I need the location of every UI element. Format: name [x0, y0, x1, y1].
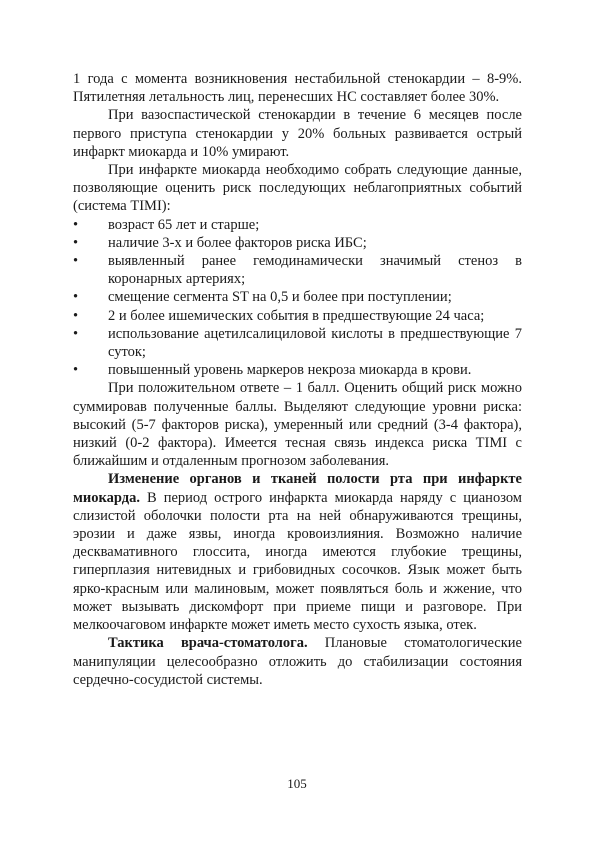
- list-item: [73, 216, 522, 234]
- bullet-icon: •: [73, 253, 79, 270]
- list-item: [73, 234, 522, 252]
- page-number: 105: [287, 776, 307, 791]
- paragraph-timi-intro: При инфаркте миокарда необходимо собрать следующие данные, позволяющие оценить риск последующих неблагоприятных событий (система TIMI):: [73, 162, 522, 215]
- list-item-text: смещение сегмента ST на 0,5 и более при поступлении;: [108, 289, 452, 306]
- bullet-icon: •: [73, 216, 79, 233]
- section-dentist-tactics: [73, 634, 522, 689]
- list-item: [73, 307, 522, 325]
- bullet-icon: •: [73, 362, 79, 379]
- section-body: Плановые стоматологические манипуляции целесообразно отложить до стабилизации состояния сердечно-сосудистой системы.: [73, 635, 522, 688]
- list-item-text: наличие 3-х и более факторов риска ИБС;: [108, 234, 367, 251]
- list-item-text: выявленный ранее гемодинамически значимый стеноз в коронарных артериях;: [108, 253, 522, 288]
- timi-risk-factors-list: [73, 216, 522, 380]
- body-text: [73, 70, 522, 689]
- list-item: [73, 252, 522, 288]
- list-item-text: возраст 65 лет и старше;: [108, 216, 260, 233]
- bullet-icon: •: [73, 307, 79, 324]
- list-item: [73, 288, 522, 306]
- section-heading: Тактика врача-стоматолога.: [108, 635, 308, 652]
- bullet-icon: •: [73, 325, 79, 342]
- section-heading: Изменение органов и тканей полости рта при инфаркте миокарда.: [73, 471, 522, 506]
- bullet-icon: •: [73, 234, 79, 251]
- list-item: [73, 361, 522, 379]
- list-item: [73, 325, 522, 361]
- section-oral-changes: [73, 470, 522, 634]
- list-item-text: повышенный уровень маркеров некроза миокарда в крови.: [108, 362, 472, 379]
- bullet-icon: •: [73, 289, 79, 306]
- paragraph-continuation: 1 года с момента возникновения нестабильной стенокардии – 8-9%. Пятилетняя летальность лиц, перенесших НС составляет более 30%.: [73, 71, 522, 106]
- list-item-text: 2 и более ишемических события в предшествующие 24 часа;: [108, 307, 485, 324]
- section-body: В период острого инфаркта миокарда наряду с цианозом слизистой оболочки полости рта на ней обнаруживаются трещины, эрозии и даже язвы, иногда кровоизлияния. Возможно наличие десквамативного глоссита, иногда имеются глубокие трещины, гиперплазия нитевидных и грибовидных сосочков. Язык может быть ярко-красным или малиновым, может появляться боль и жжение, что может вызывать дискомфорт при приеме пищи и разговоре. При мелкоочаговом инфаркте может иметь место сухость языка, отек.: [73, 489, 522, 634]
- list-item-text: использование ацетилсалициловой кислоты в предшествующие 7 суток;: [108, 325, 522, 361]
- paragraph-risk-levels: При положительном ответе – 1 балл. Оценить общий риск можно суммировав полученные баллы. Выделяют следующие уровни риска: высокий (5-7 факторов риска), умеренный или средний (3-4 фактора), низкий (0-2 фактора). Имеется тесная связь индекса риска TIMI с ближайшим и отдаленным прогнозом заболевания.: [73, 380, 522, 470]
- paragraph-vasospastic-angina: При вазоспастической стенокардии в течение 6 месяцев после первого приступа стенокардии у 20% больных развивается острый инфаркт миокарда и 10% умирают.: [73, 107, 522, 160]
